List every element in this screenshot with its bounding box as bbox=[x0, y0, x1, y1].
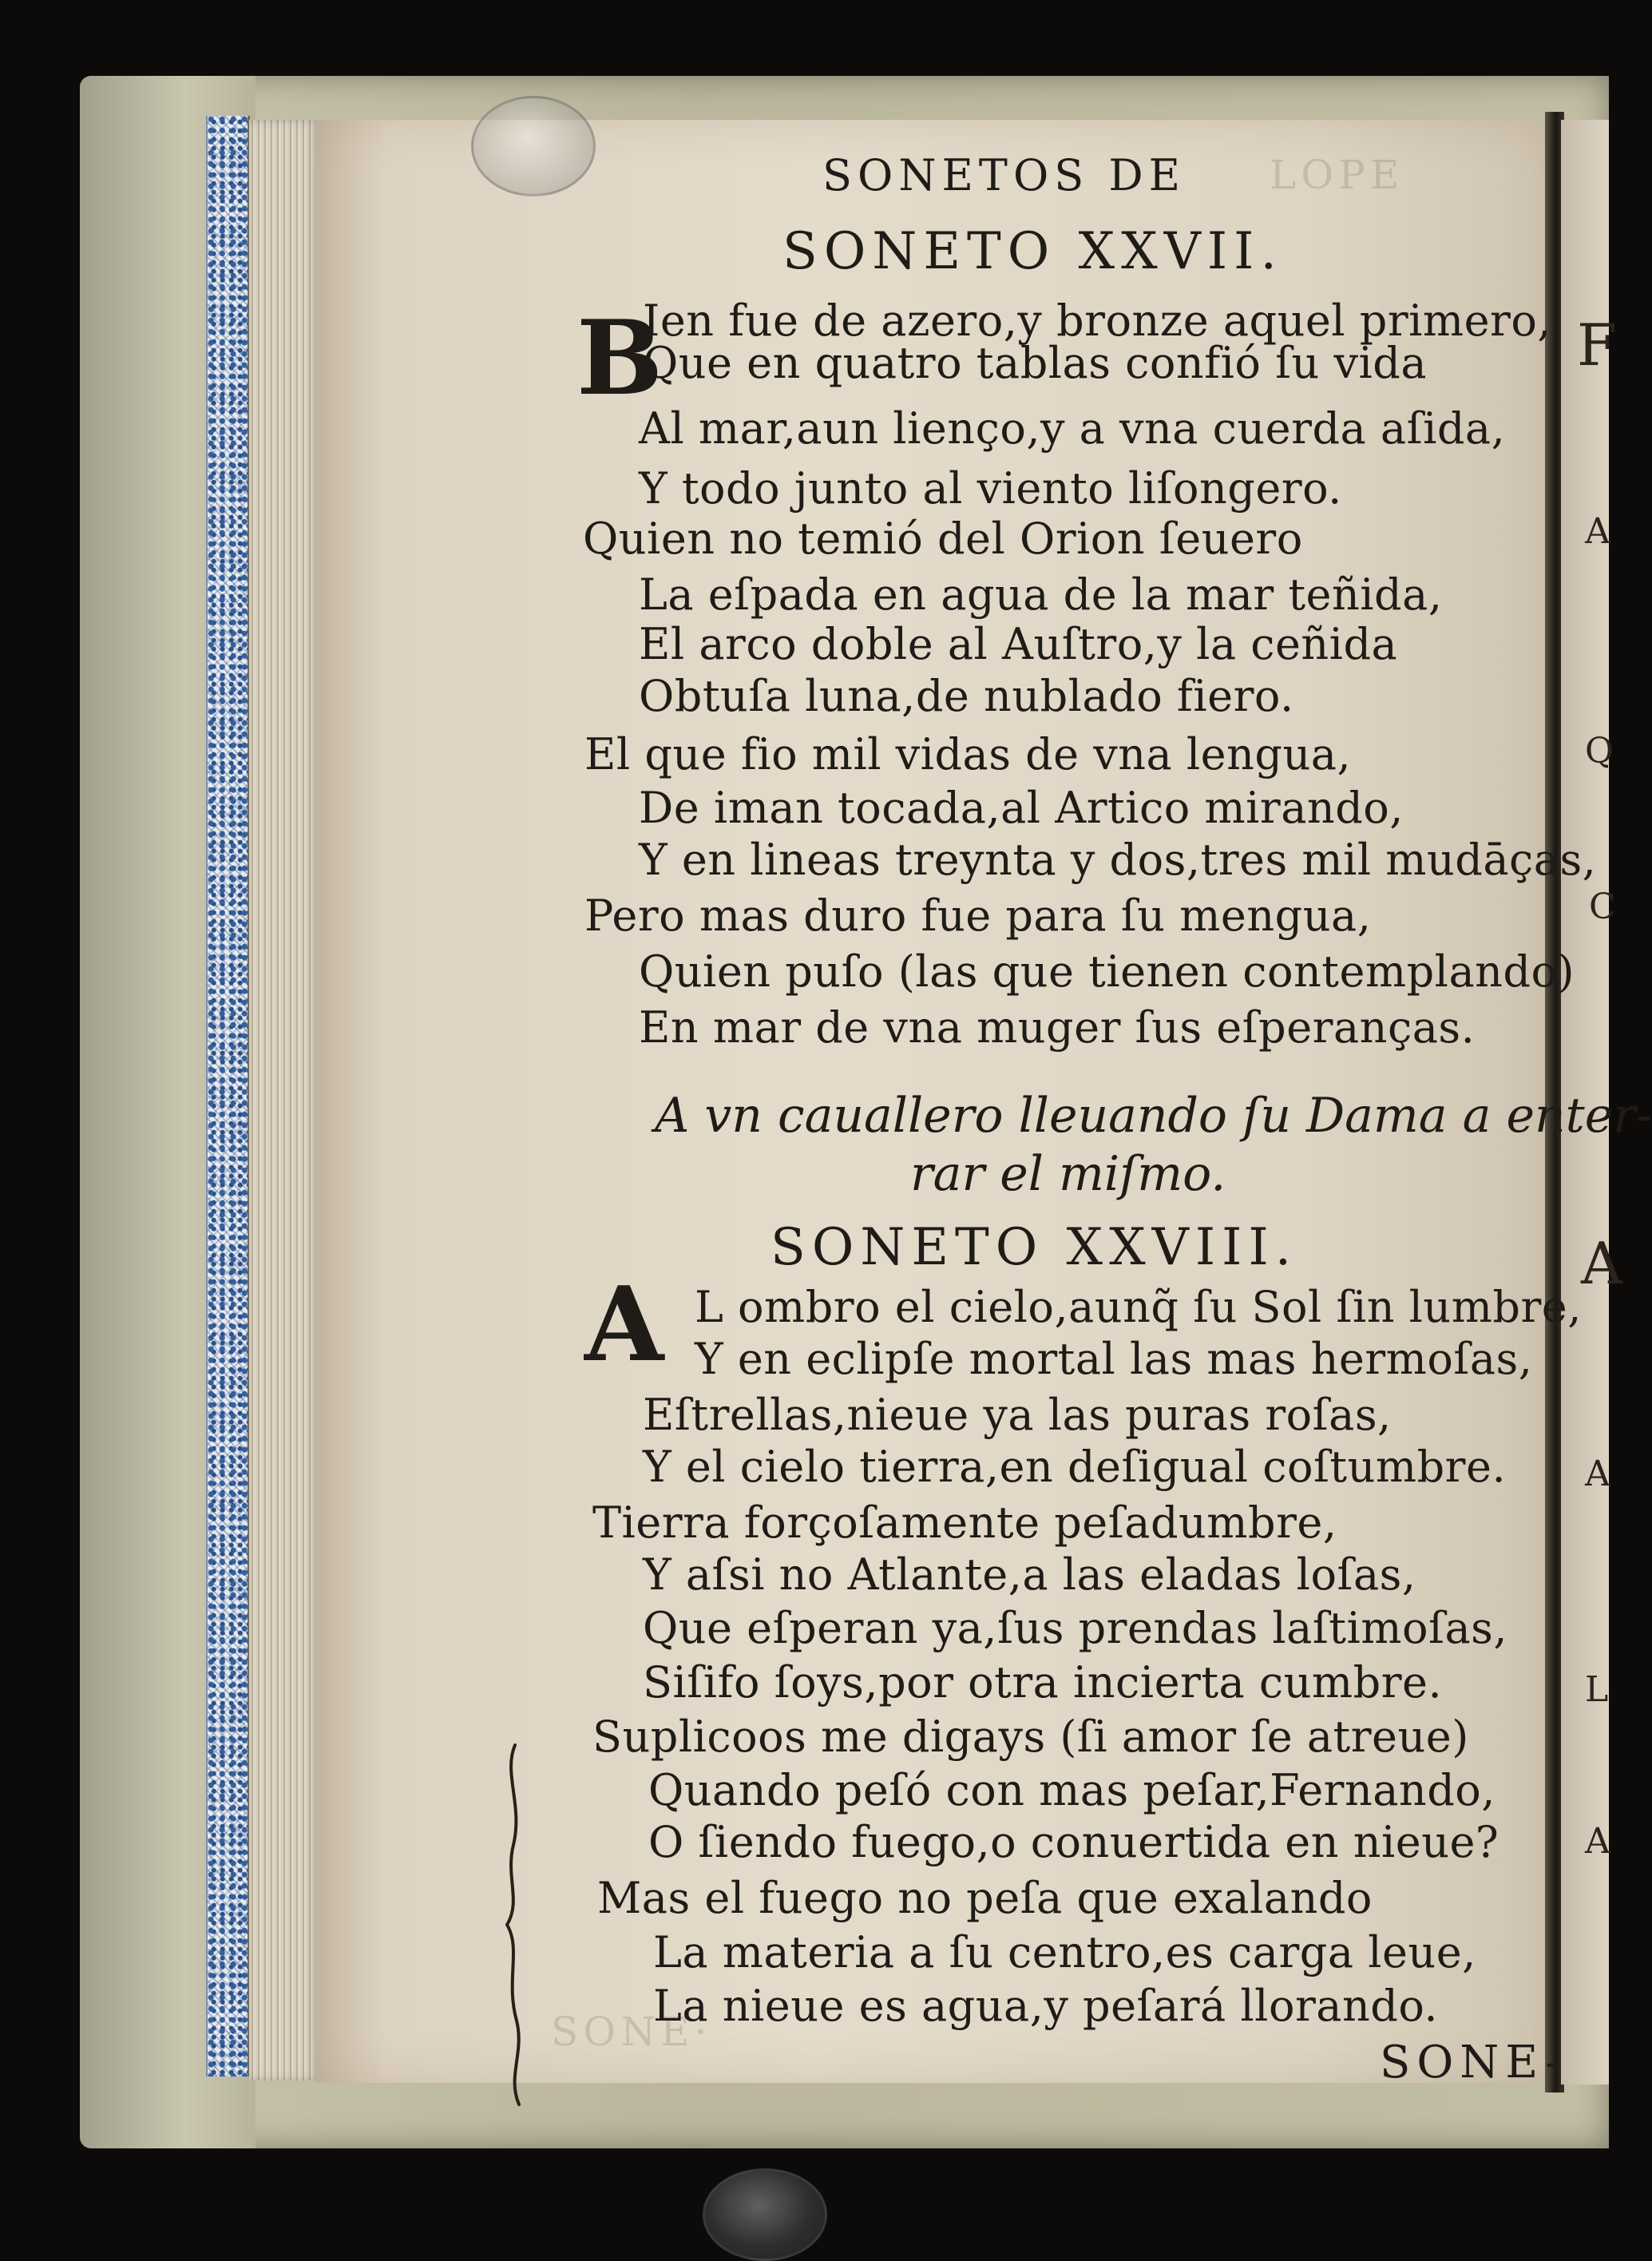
verse-line: Obtuſa luna,de nublado fiero. bbox=[639, 671, 1294, 721]
verse-line: El arco doble al Auſtro,y la ceñida bbox=[639, 619, 1398, 669]
dedication-line: rar el miſmo. bbox=[910, 1146, 1226, 1202]
verse-line: Eſtrellas,nieue ya las puras roſas, bbox=[643, 1390, 1392, 1440]
handwritten-bracket-mark bbox=[499, 1741, 531, 2108]
verse-line: La eſpada en agua de la mar teñida, bbox=[639, 569, 1443, 620]
catchword: SONE- bbox=[1380, 2037, 1567, 2088]
facing-page-letter: Q bbox=[1585, 731, 1614, 772]
verse-line: Quien no temió del Orion ſeuero bbox=[583, 514, 1303, 564]
verse-line: L ombro el cielo,aunq̃ ſu Sol ſin lumbre, bbox=[695, 1282, 1582, 1332]
verse-line: Pero mas duro fue para ſu mengua, bbox=[584, 891, 1372, 941]
verse-line: Y aſsi no Atlante,a las eladas loſas, bbox=[643, 1549, 1416, 1600]
verse-line: Tierra forçoſamente peſadumbre, bbox=[592, 1497, 1337, 1548]
drop-cap: A bbox=[584, 1265, 664, 1385]
verse-line: Ien fue de azero,y bronze aquel primero, bbox=[643, 296, 1552, 346]
facing-page-letter: A bbox=[1585, 1454, 1610, 1494]
facing-page-letter: F bbox=[1577, 311, 1617, 379]
verse-line: O ſiendo fuego,o conuertida en nieue? bbox=[648, 1817, 1499, 1867]
show-through-text: SONE· bbox=[551, 2009, 712, 2055]
facing-page-letter: A bbox=[1585, 1821, 1610, 1862]
verse-line: La nieue es agua,y peſará llorando. bbox=[653, 1981, 1439, 2031]
verse-line: Y el cielo tierra,en deſigual coſtumbre. bbox=[643, 1442, 1507, 1492]
dedication-line: A vn cauallero lleuando ſu Dama a enter- bbox=[655, 1088, 1652, 1144]
facing-page-letter: A bbox=[1585, 511, 1610, 552]
verse-line: Y en eclipſe mortal las mas hermoſas, bbox=[695, 1334, 1533, 1384]
facing-page-letter: A bbox=[1581, 1230, 1622, 1297]
verse-line: El que fio mil vidas de vna lengua, bbox=[584, 729, 1352, 779]
show-through-text: LOPE bbox=[1270, 152, 1404, 198]
verse-line: Suplicoos me digays (ſi amor ſe atreue) bbox=[592, 1712, 1469, 1762]
verse-line: En mar de vna muger ſus eſperanças. bbox=[639, 1002, 1476, 1053]
sonnet-title: SONETO XXVIII. bbox=[771, 1218, 1298, 1277]
running-head: SONETOS DE bbox=[822, 150, 1187, 200]
sonnet-title: SONETO XXVII. bbox=[782, 222, 1283, 281]
verse-line: Que eſperan ya,ſus prendas laſtimoſas, bbox=[643, 1603, 1508, 1653]
verse-line: Al mar,aun lienço,y a vna cuerda aſida, bbox=[639, 403, 1506, 454]
verse-line: Quando peſó con mas peſar,Fernando, bbox=[648, 1765, 1496, 1815]
drop-cap: B bbox=[576, 299, 664, 418]
facing-page-letter: C bbox=[1589, 887, 1616, 927]
verse-line: Quien puſo (las que tienen contemplando) bbox=[639, 946, 1575, 997]
verse-line: Y en lineas treynta y dos,tres mil mudāças, bbox=[639, 835, 1597, 885]
verse-line: La materia a ſu centro,es carga leue, bbox=[653, 1927, 1476, 1977]
verse-line: Que en quatro tablas confió ſu vida bbox=[643, 338, 1428, 388]
verse-line: Y todo junto al viento liſongero. bbox=[639, 463, 1342, 514]
facing-page-letter: L bbox=[1585, 1669, 1609, 1710]
verse-line: De iman tocada,al Artico mirando, bbox=[639, 783, 1404, 833]
verse-line: Siſifo ſoys,por otra incierta cumbre. bbox=[643, 1657, 1443, 1708]
verse-line: Mas el fuego no peſa que exalando bbox=[597, 1873, 1373, 1923]
